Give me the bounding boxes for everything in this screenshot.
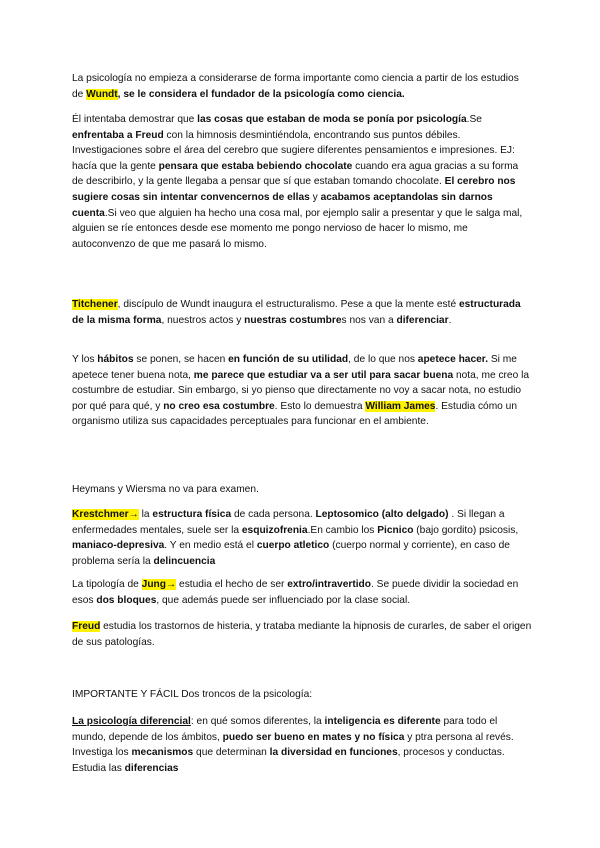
- bold-text: diferencias: [124, 762, 179, 774]
- paragraph-wundt-experiments: [72, 112, 532, 252]
- bold-text: cuerpo atletico: [256, 540, 330, 552]
- highlighted-text: William James: [365, 400, 436, 412]
- text-run: nota, me creo la costumbre de estudiar. Sin embargo, si yo pienso que directamente no voy a sacar nota, no estudio por qué para qué, y: [72, 369, 530, 412]
- highlighted-text: Krestchmer→: [72, 509, 139, 520]
- text-run: . Estudia cómo un organismo utiliza sus capacidades perceptuales para funcionar en el ambiente.: [72, 400, 518, 428]
- bold-text: no creo esa costumbre: [163, 400, 275, 412]
- highlighted-text: Jung→: [141, 579, 177, 590]
- text-run: Heymans y Wiersma no va para examen.: [72, 484, 259, 495]
- paragraph-titchener: [72, 297, 532, 328]
- bold-text: delincuencia: [153, 555, 216, 567]
- bold-text: inteligencia es diferente: [324, 716, 441, 727]
- text-run: : en qué somos diferentes, la: [190, 716, 325, 727]
- bold-text: me parece que estudiar va a ser util para sacar buena: [193, 369, 454, 381]
- text-run: y ptra persona al revés. Investiga los: [72, 731, 514, 759]
- highlighted-text: Titchener: [72, 299, 118, 310]
- bold-text: mecanismos: [131, 747, 194, 759]
- text-run: que determinan: [193, 747, 270, 759]
- text-run: .Se: [466, 114, 482, 125]
- text-run: La psicología no empieza a considerarse de forma importante como ciencia a partir de los estudios de: [72, 73, 519, 100]
- bold-text: pensara que estaba bebiendo chocolate: [158, 160, 353, 172]
- text-run: Y los: [72, 354, 98, 365]
- bold-text: la diversidad en funciones: [269, 747, 398, 759]
- text-run: Si me apetece tener buena nota,: [72, 354, 517, 381]
- paragraph-differential-psychology: [72, 714, 532, 776]
- bold-text: estructura física: [152, 509, 232, 520]
- text-run: IMPORTANTE Y FÁCIL Dos troncos de la psicología:: [72, 689, 313, 700]
- text-run: , discípulo de Wundt inaugura el estructuralismo. Pese a que la mente esté: [117, 299, 459, 310]
- bold-text: diferenciar: [396, 314, 449, 326]
- bold-text: dos bloques: [96, 594, 157, 606]
- text-run: . Esto lo demuestra: [274, 400, 366, 412]
- bold-text: extro/intravertido: [287, 579, 372, 590]
- text-run: .Si veo que alguien ha hecho una cosa mal, por ejemplo salir a presentar y que le salga mal, alguien se ríe entonces desde ese momento me pongo nervioso de hacer lo mismo, me autoconvenzo de que me pasará lo mismo.: [72, 207, 523, 250]
- text-run: , que además puede ser influenciado por la clase social.: [156, 594, 411, 606]
- text-run: . Y en medio está el: [164, 540, 257, 552]
- text-run: con la himnosis desmintiéndola, encontrando sus puntos débiles. Investigaciones sobre el área del cerebro que sugiere diferentes pensamientos e impresiones. EJ: hacía que la gente: [72, 129, 515, 172]
- text-run: estudia los trastornos de histeria, y trataba mediante la hipnosis de curarles, de saber el origen de sus patologías.: [72, 621, 532, 648]
- paragraph-freud: [72, 619, 532, 650]
- bold-text: acabamos aceptandolas sin darnos cuenta: [72, 191, 493, 219]
- bold-text: las cosas que estaban de moda se ponía por psicología: [197, 114, 467, 125]
- text-run: s nos van a: [341, 314, 397, 326]
- bold-text: hábitos: [97, 354, 134, 365]
- text-run: .: [448, 314, 452, 326]
- text-run: Él intentaba demostrar que: [72, 114, 198, 125]
- bold-text: maniaco-depresiva: [72, 540, 165, 552]
- text-run: y: [309, 191, 321, 203]
- text-run: , nuestros actos y: [161, 314, 245, 326]
- text-run: La tipología de: [72, 579, 142, 590]
- text-run: . Si llegan a enfermedades mentales, suele ser la: [72, 509, 505, 536]
- bold-text: esquizofrenia: [241, 524, 308, 536]
- text-run: .En cambio los: [307, 524, 378, 536]
- bold-text: La psicología diferencial: [72, 716, 191, 727]
- text-run: estudia el hecho de ser: [176, 579, 288, 590]
- highlighted-text: Wundt: [86, 88, 118, 100]
- bold-text: puedo ser bueno en mates y no física: [222, 731, 405, 743]
- paragraph-habits: [72, 352, 532, 430]
- paragraph-kretschmer: [72, 507, 532, 569]
- bold-text: Leptosomico (alto delgado): [315, 509, 449, 520]
- bold-text: Picnico: [377, 524, 414, 536]
- text-run: de cada persona.: [231, 509, 316, 520]
- paragraph-important-heading: [72, 687, 532, 703]
- text-run: se ponen, se hacen: [133, 354, 229, 365]
- bold-text: nuestras costumbre: [244, 314, 342, 326]
- text-run: (cuerpo normal y corriente), en caso de problema sería la: [72, 540, 510, 567]
- text-run: para todo el mundo, depende de los ámbitos,: [72, 716, 498, 743]
- bold-text: enfrentaba a Freud: [72, 129, 164, 141]
- text-run: la: [138, 509, 153, 520]
- highlighted-text: Freud: [72, 621, 101, 632]
- text-run: . Se puede dividir la sociedad en esos: [72, 579, 519, 606]
- paragraph-heymans-wiersma: [72, 482, 532, 498]
- text-run: , procesos y conductas. Estudia las: [72, 747, 505, 774]
- bold-text: El cerebro nos sugiere cosas sin intentar convencernos de ellas: [72, 176, 516, 203]
- paragraph-jung: [72, 577, 532, 608]
- text-run: (bajo gordito) psicosis,: [413, 524, 519, 536]
- bold-text: en función de su utilidad: [228, 354, 349, 365]
- text-run: cuando era agua gracias a su forma de describirlo, y la gente llegaba a pensar que sí que estaban tomando chocolate.: [72, 160, 519, 188]
- text-run: , de lo que nos: [348, 354, 418, 365]
- bold-text: , se le considera el fundador de la psicología como ciencia.: [117, 88, 405, 100]
- bold-text: apetece hacer.: [417, 354, 489, 365]
- bold-text: estructurada de la misma forma: [72, 299, 521, 326]
- paragraph-wundt: [72, 71, 532, 102]
